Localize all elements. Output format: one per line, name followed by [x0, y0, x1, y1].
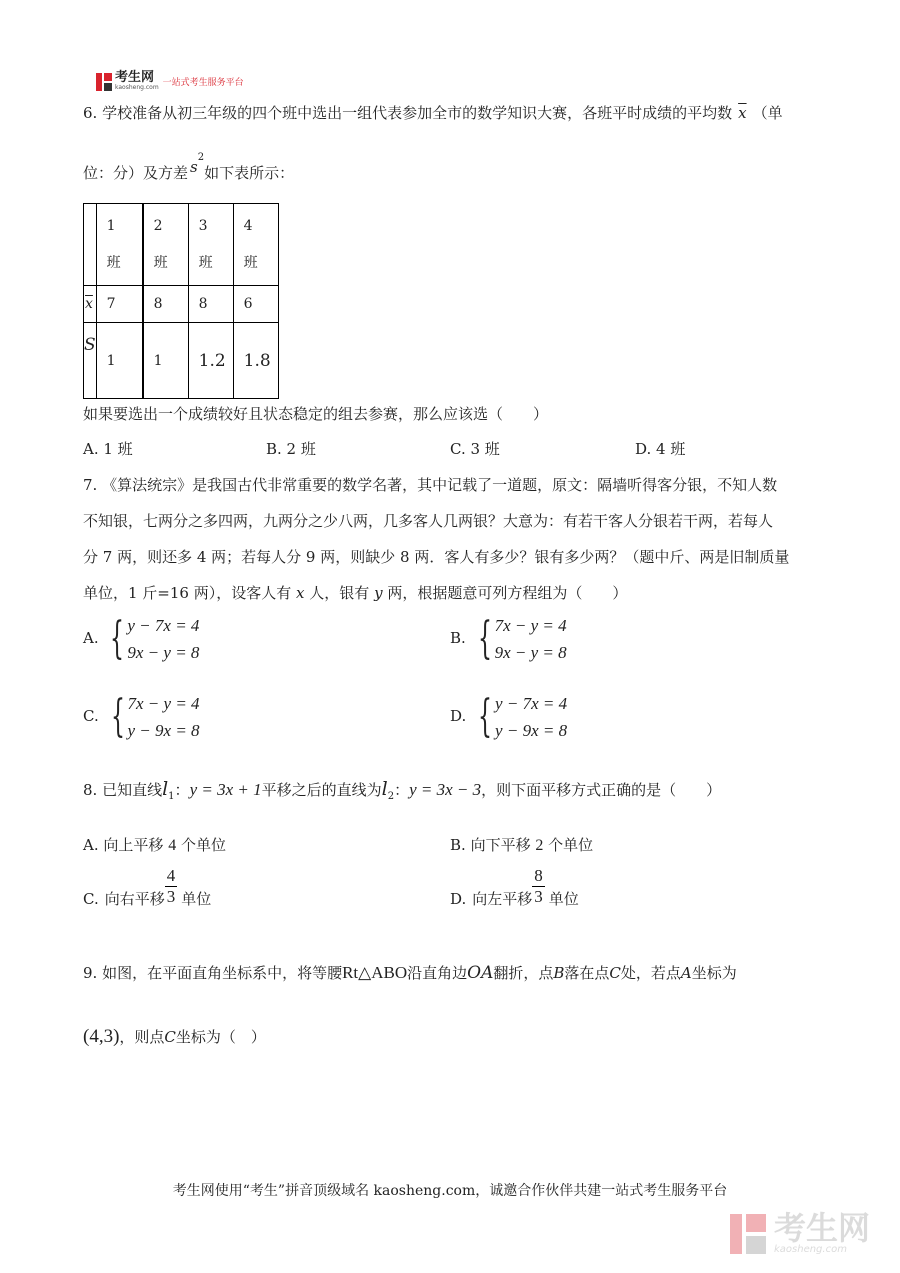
header-num: 2	[153, 217, 163, 234]
equation-2: y − 9x = 8	[127, 721, 200, 740]
q8-text-pre: 8. 已知直线	[83, 781, 163, 799]
table-header-cell	[96, 204, 143, 286]
header-num: 1	[106, 217, 116, 234]
equation-system	[104, 690, 200, 744]
table-row-variance	[84, 323, 279, 399]
line-l2: l	[381, 778, 388, 800]
q8-equation-1: y = 3x + 1	[189, 780, 262, 799]
option-label: B.	[450, 836, 466, 854]
watermark-logo	[730, 1209, 870, 1255]
q8-option-c[interactable]	[83, 866, 211, 907]
table-cell: 8	[143, 286, 189, 323]
q6-text-2-post: 如下表所示：	[204, 164, 295, 182]
q8-colon-2: ：	[394, 781, 410, 799]
q6-option-c[interactable]: C. 3 班	[450, 440, 500, 458]
q9-text-line2-mid: ，则点	[119, 1028, 165, 1046]
point-a: A	[680, 964, 692, 982]
brace-icon: {	[478, 691, 493, 742]
header-unit: 班	[106, 254, 121, 271]
table-row-header	[84, 204, 279, 286]
mean-symbol: $\overline{x}$	[738, 104, 747, 122]
fraction-den: 3	[166, 887, 176, 906]
q6-option-a[interactable]: A. 1 班	[83, 440, 133, 458]
q7-text-pre: 单位，1 斤=16 两），设客人有	[83, 584, 292, 602]
q6-text-1-tail: （单	[752, 104, 783, 122]
q7-option-a[interactable]	[83, 612, 199, 666]
q6-text-2-pre: 位：分）及方差	[83, 164, 189, 182]
variance-symbol: s	[190, 158, 198, 176]
watermark-icon	[730, 1214, 768, 1254]
edge-name: OA	[467, 963, 494, 983]
q6-text-1: 6. 学校准备从初三年级的四个班中选出一组代表参加全市的数学知识大赛，各班平时成绩的平均数	[83, 104, 733, 122]
q7-line2: 不知银，七两分之多四两，九两分之少八两，几多客人几两银？大意为：有若干客人分银若干两，若每人	[83, 512, 774, 530]
logo-icon	[96, 73, 112, 91]
option-label: A.	[83, 836, 99, 854]
score-table	[83, 203, 279, 399]
var-x: x	[296, 584, 305, 602]
table-header-cell	[233, 204, 278, 286]
logo-slogan: 一站式考生服务平台	[162, 78, 244, 88]
q9-text-mid3: 落在点	[564, 964, 610, 982]
fraction-den: 3	[534, 887, 543, 906]
equation-2: y − 9x = 8	[495, 721, 568, 740]
table-cell: 7	[96, 286, 143, 323]
line-l1-sub: 1	[168, 791, 175, 802]
option-label: A.	[83, 629, 99, 647]
equation-system	[471, 690, 567, 744]
watermark-domain: kaosheng.com	[773, 1244, 847, 1255]
table-cell: 6	[233, 286, 278, 323]
q7-line1: 7. 《算法统宗》是我国古代非常重要的数学名著，其中记载了一道题，原文：隔墙听得客分银，不知人数	[83, 476, 778, 494]
header-unit: 班	[243, 254, 258, 271]
fraction	[165, 866, 178, 907]
row-mean-label: $\overline{x}$	[84, 286, 97, 323]
option-text-pre: 向右平移	[104, 890, 165, 908]
equation-1: 7x − y = 4	[494, 616, 567, 635]
option-text-post: 单位	[181, 890, 212, 908]
table-cell: 1	[96, 323, 143, 399]
header-unit: 班	[198, 254, 213, 271]
point-c-2: C	[164, 1028, 176, 1046]
table-header-cell	[143, 204, 189, 286]
q8-stem	[83, 778, 721, 802]
header-num: 4	[243, 217, 253, 234]
option-value: 4	[168, 837, 177, 854]
footer-text: 考生网使用“考生”拼音顶级域名 kaosheng.com，诚邀合作伙伴共建一站式考生服务平台	[172, 1183, 728, 1199]
q9-line1	[83, 962, 737, 983]
row-var-label: S	[84, 323, 97, 399]
q7-line3: 分 7 两，则还多 4 两；若每人分 9 两，则缺少 8 两．客人有多少？银有多少两？（题中斤、两是旧制质量	[83, 548, 790, 566]
table-cell: 1.2	[188, 323, 233, 399]
equation-1: y − 7x = 4	[127, 616, 200, 635]
q6-option-b[interactable]: B. 2 班	[266, 440, 316, 458]
option-text-post: 个单位	[180, 836, 226, 854]
option-value: 2	[535, 837, 544, 854]
option-label: D.	[450, 889, 467, 908]
option-text-pre: 向左平移	[472, 890, 533, 908]
option-text-pre: 向下平移	[470, 836, 531, 854]
header-num: 3	[198, 217, 208, 234]
q8-text-mid: 平移之后的直线为	[261, 781, 382, 799]
watermark-name: 考生网	[773, 1209, 870, 1247]
logo-domain: kaosheng.com	[115, 84, 159, 91]
q9-text-pre: 9. 如图，在平面直角坐标系中，将等腰	[83, 964, 343, 982]
fraction-num: 8	[534, 866, 543, 885]
triangle-name: Rt△ABO	[342, 963, 408, 982]
q8-colon-1: ：	[174, 781, 190, 799]
equation-system	[471, 612, 567, 666]
q8-option-a[interactable]	[83, 834, 226, 855]
table-corner-cell	[84, 204, 97, 286]
header-unit: 班	[153, 254, 168, 271]
line-l1: l	[162, 778, 169, 800]
q7-option-b[interactable]	[450, 612, 567, 666]
q7-text-mid: 人，银有	[309, 584, 370, 602]
q9-text-mid4: 处，若点	[620, 964, 681, 982]
option-text-post: 单位	[548, 890, 579, 908]
q7-text-post: 两，根据题意可列方程组为（ ）	[387, 584, 628, 602]
equation-2: 9x − y = 8	[494, 643, 567, 662]
table-header-cell	[188, 204, 233, 286]
q7-option-c[interactable]	[83, 690, 200, 744]
table-cell: 1.8	[233, 323, 278, 399]
q9-text-line2-post: 坐标为（ ）	[175, 1028, 266, 1046]
option-text-post: 个单位	[548, 836, 594, 854]
brace-icon: {	[477, 613, 492, 664]
line-l2-sub: 2	[387, 791, 395, 802]
q6-line2	[83, 152, 295, 183]
q6-question: 如果要选出一个成绩较好且状态稳定的组去参赛，那么应该选（ ）	[83, 405, 549, 423]
q9-text-mid1: 沿直角边	[407, 964, 468, 982]
q8-text-post: ，则下面平移方式正确的是（ ）	[481, 781, 722, 799]
q7-line4	[83, 582, 627, 603]
table-cell: 1	[143, 323, 189, 399]
variance-exp: 2	[197, 152, 205, 163]
q8-equation-2: y = 3x − 3	[409, 780, 482, 799]
q8-option-d[interactable]	[450, 866, 579, 907]
brace-icon: {	[110, 691, 125, 742]
option-label: C.	[83, 707, 99, 725]
table-row-mean	[84, 286, 279, 323]
logo-name: 考生网	[115, 70, 155, 85]
equation-system	[103, 612, 199, 666]
q9-line2	[83, 1026, 266, 1048]
q8-option-b[interactable]	[450, 834, 593, 855]
fraction	[532, 866, 545, 907]
var-y: y	[374, 584, 383, 602]
point-b: B	[553, 964, 565, 982]
equation-1: y − 7x = 4	[495, 694, 568, 713]
point-c: C	[609, 964, 621, 982]
option-label: B.	[450, 629, 466, 647]
brace-icon: {	[110, 613, 125, 664]
q6-line1	[83, 102, 783, 123]
equation-2: 9x − y = 8	[127, 643, 200, 662]
table-cell: 8	[188, 286, 233, 323]
q9-text-mid2: 翻折，点	[493, 964, 554, 982]
equation-1: 7x − y = 4	[127, 694, 200, 713]
option-text-pre: 向上平移	[103, 836, 164, 854]
header-logo	[96, 72, 244, 91]
q7-option-d[interactable]	[450, 690, 567, 744]
coordinate-a: (4,3)	[83, 1026, 120, 1047]
option-label: C.	[83, 889, 99, 908]
fraction-num: 4	[166, 866, 176, 885]
q9-text-post: 坐标为	[691, 964, 737, 982]
q6-option-d[interactable]: D. 4 班	[635, 440, 686, 458]
option-label: D.	[450, 707, 467, 725]
